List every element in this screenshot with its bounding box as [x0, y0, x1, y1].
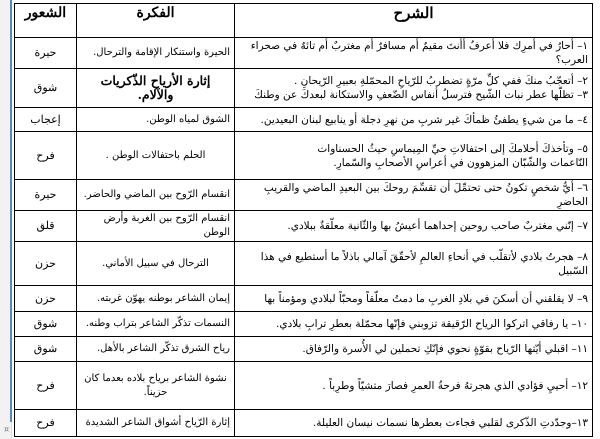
row-emotion: حيرة — [15, 180, 77, 211]
explanation-table — [14, 3, 593, 437]
row-emotion: شوق — [15, 312, 77, 337]
table-row — [15, 362, 593, 410]
margin-rule — [10, 0, 12, 422]
row-explain: ١١– اقبلي أيّتها الرّياح بقوّةٍ نحوي فإنّكِ تحملين لي الأُسرة والرّفاق. — [235, 337, 593, 362]
table-row — [15, 38, 593, 69]
table-row — [15, 108, 593, 132]
table-row — [15, 286, 593, 312]
row-explain — [235, 69, 593, 108]
header-emotion: الشعور — [15, 4, 77, 38]
table-row — [15, 337, 593, 362]
row-idea: انقسام الرّوح بين الماضي والحاضر. — [77, 180, 235, 211]
row-idea: الترحال في سبيل الأماني. — [77, 242, 235, 286]
row-emotion: حيرة — [15, 38, 77, 69]
row-idea: انقسام الرّوح بين الغربة وأرض الوطن — [77, 211, 235, 242]
row-emotion: فرح — [15, 362, 77, 410]
row-explain: ٤– ما من شيءٍ يطفئُ ظمأكَ غير شربِ من نهرِ دجلة أو ينابيع لبنان البعيدين. — [235, 108, 593, 132]
row-emotion: شوق — [15, 69, 77, 108]
row-emotion: حزن — [15, 242, 77, 286]
row-explain-line: السّبيل — [558, 264, 588, 277]
row-idea: نشوة الشاعر برياح بلاده بعدما كان حزيناً. — [77, 362, 235, 410]
table-row — [15, 180, 593, 211]
row-explain: ٦– أيُّ شخصٍ تكونُ حتى تحتمِّلَ أن تقسِّمَ روحكَ بين البعيدِ الماضي والقريبِ الحاضرِ — [235, 180, 593, 211]
row-explain: ٩– لا يقلقني أن أسكنَ في بلادِ الغربِ ما دمتُ معلّقاً ومحبّاً لبلادي ومؤمناً بها — [235, 286, 593, 312]
table-row — [15, 132, 593, 180]
row-explain-line: ٣– تظلّها عطر نبات الشّيح فترسلُ أنفاس الضّعفِ والاستكانة لبعدكَ عن وطنكَ — [254, 89, 588, 101]
row-explain-line: ٢– أتعجّبُ منكَ ففي كلِّ مرّةٍ تضطربُ للرّياحِ المحمّلةِ بعبيرِ الرّيحانِ . — [294, 75, 588, 87]
table-row — [15, 312, 593, 337]
row-idea: الحلم باحتفالات الوطن . — [77, 132, 235, 180]
row-explain — [235, 242, 593, 286]
row-idea: الحيرة واستنكار الإقامة والترحال. — [77, 38, 235, 69]
row-emotion: حزن — [15, 286, 77, 312]
header-explain: الشرح — [235, 4, 593, 38]
table-row — [15, 410, 593, 437]
row-explain-line: النّاعمات والشّبّان المزهوون في أعراسِ الأصحابِ والسّمارِ. — [333, 156, 588, 169]
row-emotion: فرح — [15, 132, 77, 180]
row-idea: الشوق لمياه الوطن. — [77, 108, 235, 132]
row-emotion: شوق — [15, 337, 77, 362]
row-explain: ١٢– أحييِ فؤادي الذي هجرتهُ فرحةُ العمرِ فصارَ متشيّاً وطرِباً . — [235, 362, 593, 410]
row-emotion: قلق — [15, 211, 77, 242]
header-idea: الفكرة — [77, 4, 235, 38]
row-explain: ١٣–وجدّدتِ الذّكرى لقلبي فجاءت بعطرها نسمات نيسان العليلة. — [235, 410, 593, 437]
row-explain: ١– أحارُ في أمرِك فلا أعرفُ أأنتَ مقيمٌ أم مسافرٌ أم مغتربٌ أم تائهٌ في صحراء العرب؟ — [235, 38, 593, 69]
row-explain — [235, 132, 593, 180]
paragraph-mark-icon: ¤ — [4, 425, 10, 434]
row-explain-line: ٥– وتأخذكَ أحلامكَ إلى احتفالاتِ حيِّ المِيماسِ حيثُ الحسناوات — [317, 142, 588, 155]
row-emotion: إعجاب — [15, 108, 77, 132]
row-idea: إثارة الأرياح الذّكريات والآلام. — [77, 69, 235, 108]
row-idea: إثارة الرّياح أشواق الشاعر الشديدة — [77, 410, 235, 437]
row-explain: ٧– إنّني مغتربٌ صاحب روحين إحداهما أعيشُ بها والثّانية معلّقةٌ ببلادي. — [235, 211, 593, 242]
table-header-row — [15, 4, 593, 38]
row-idea: رياح الشرق تذكّر الشاعر بالأهل. — [77, 337, 235, 362]
table-row — [15, 211, 593, 242]
row-idea: النسمات تذكّر الشاعر بتراب وطنه. — [77, 312, 235, 337]
row-emotion: فرح — [15, 410, 77, 437]
row-idea: إيمان الشاعر بوطنه يهوّن غربته. — [77, 286, 235, 312]
table-row — [15, 242, 593, 286]
row-explain-line: ٨– هجرتُ بلادي لأتقلّب في أنحاءِ العالمِ لأحقّقَ آمالي باذلاً ما أستطيع في هذا — [260, 250, 588, 263]
table-row — [15, 69, 593, 108]
row-explain: ١٠– يا رفاقي اتركوا الرياح الرّقيقة تزوبني فإنّها محمّلة بعطرِ ترابِ بلادي. — [235, 312, 593, 337]
